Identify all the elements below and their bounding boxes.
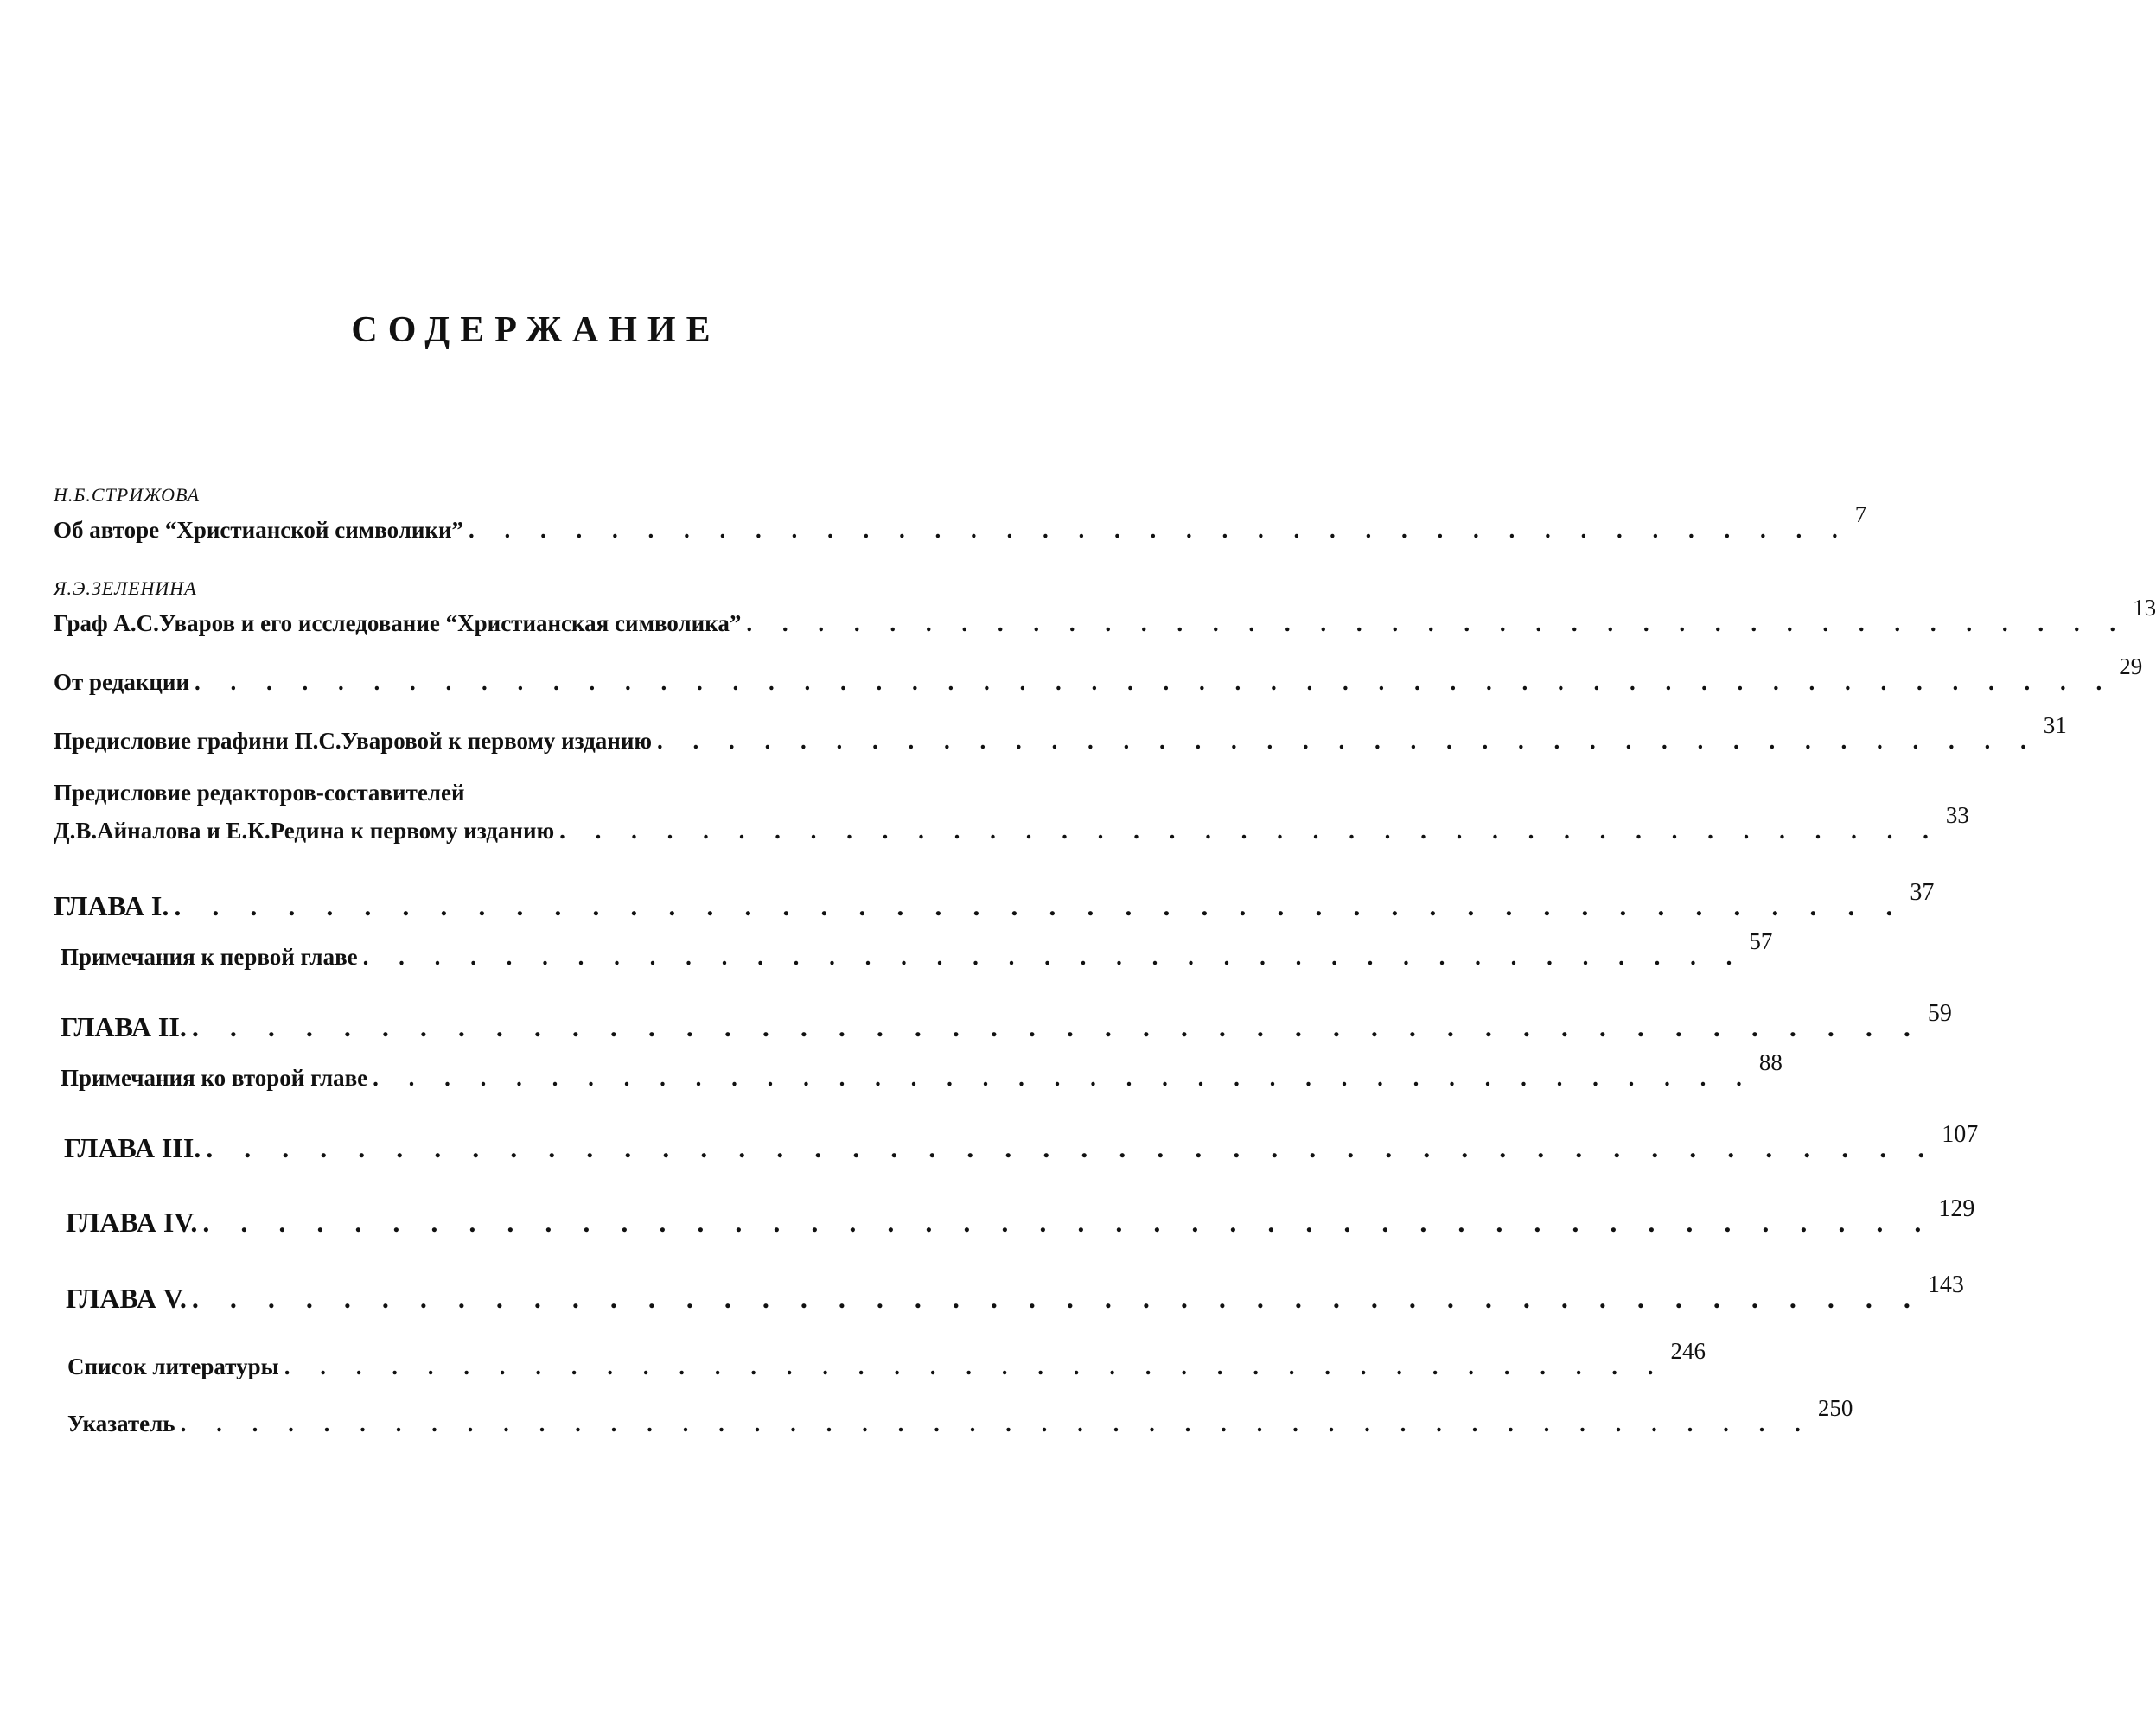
toc-entry-label: Примечания к первой главе: [61, 944, 358, 970]
toc-entry[interactable]: [67, 1395, 1853, 1437]
leader-dots: . . . . . . . . . . . . . . . . . . . . . . . . . . . . . . . . . . . . . . . . . . . . . .: [206, 1132, 1937, 1163]
toc-entry-line1: [54, 780, 1039, 806]
toc-chapter[interactable]: [54, 879, 1935, 922]
leader-dots: . . . . . . . . . . . . . . . . . . . . . . . . . . . . . . . . . . . . . . . . . . . . . .: [174, 890, 1905, 921]
toc-chapter[interactable]: [66, 1195, 1975, 1239]
toc-entry-page: 31: [2043, 712, 2067, 738]
toc-entry[interactable]: [54, 712, 2067, 755]
leader-dots: . . . . . . . . . . . . . . . . . . . . . . . . . . . . . . . . . . . . . . .: [373, 1065, 1754, 1091]
toc-entry-page: 33: [1945, 802, 1969, 828]
leader-dots: . . . . . . . . . . . . . . . . . . . . . . . . . . . . . . . . . . . . . . .: [362, 944, 1745, 970]
entry-author: Я.Э.ЗЕЛЕНИНА: [54, 577, 197, 599]
toc-chapter[interactable]: [64, 1121, 1979, 1164]
toc-entry-page: 250: [1817, 1395, 1853, 1421]
toc-entry-label: ГЛАВА IV.: [66, 1207, 198, 1238]
toc-entry-label: ГЛАВА III.: [64, 1132, 201, 1163]
toc-entry-page: 13: [2133, 595, 2156, 621]
toc-entry-page: 88: [1758, 1049, 1783, 1075]
leader-dots: . . . . . . . . . . . . . . . . . . . . . . . . . . . . . . . . . . . . . . . . . . . . . .: [191, 1011, 1923, 1042]
leader-dots: . . . . . . . . . . . . . . . . . . . . . . . . . . . . . . . . . . . . . . . . . . . . . .: [180, 1411, 1813, 1437]
toc-entry-page: 7: [1854, 501, 1867, 527]
toc-entry[interactable]: [54, 653, 2143, 696]
toc-entry[interactable]: [67, 1338, 1706, 1380]
toc-entry-page: 107: [1942, 1121, 1979, 1148]
toc-entry-page: 129: [1938, 1195, 1975, 1222]
toc-entry-label: Список литературы: [67, 1354, 279, 1379]
page-title: СОДЕРЖАНИЕ: [351, 310, 721, 350]
toc-entry-label: Указатель: [67, 1411, 175, 1437]
toc-entry-label: ГЛАВА I.: [54, 890, 169, 921]
leader-dots: . . . . . . . . . . . . . . . . . . . . . . . . . . . . . . . . . . . . . . .: [657, 728, 2038, 754]
toc-entry-page: 246: [1670, 1338, 1706, 1364]
toc-entry-label: От редакции: [54, 669, 190, 695]
toc-entry[interactable]: [54, 501, 1867, 544]
toc-entry-label: ГЛАВА V.: [66, 1283, 187, 1314]
toc-entry-label: Об авторе “Христианской символики”: [54, 517, 464, 543]
toc-entry-page: 29: [2119, 653, 2143, 679]
toc-entry-label: Предисловие графини П.С.Уваровой к первому изданию: [54, 728, 653, 754]
toc-entry[interactable]: [54, 595, 2156, 637]
toc-entry-label: Граф А.С.Уваров и его исследование “Христианская символика”: [54, 610, 742, 636]
toc-entry-label: ГЛАВА II.: [61, 1011, 187, 1042]
leader-dots: . . . . . . . . . . . . . . . . . . . . . . . . . . . . . . . . . . . . . . . . . . . . . .: [202, 1207, 1934, 1238]
toc-entry-label-line1: Предисловие редакторов-составителей: [54, 780, 465, 806]
toc-entry-page: 57: [1749, 928, 1773, 954]
toc-chapter[interactable]: [61, 1000, 1952, 1043]
leader-dots: . . . . . . . . . . . . . . . . . . . . . . . . . . . . . . . . . . . . . . .: [469, 517, 1850, 543]
toc-chapter[interactable]: [66, 1271, 1964, 1315]
toc-entry-page: 59: [1927, 1000, 1952, 1027]
toc-entry[interactable]: [54, 802, 1969, 844]
leader-dots: . . . . . . . . . . . . . . . . . . . . . . . . . . . . . . . . . . . . . . .: [284, 1354, 1666, 1379]
toc-entry-page: 37: [1910, 879, 1935, 906]
toc-entry[interactable]: [61, 928, 1773, 971]
leader-dots: . . . . . . . . . . . . . . . . . . . . . . . . . . . . . . . . . . . . . . . . . . . . . .: [191, 1283, 1923, 1314]
toc-entry[interactable]: [61, 1049, 1783, 1092]
entry-author: Н.Б.СТРИЖОВА: [54, 484, 201, 506]
leader-dots: . . . . . . . . . . . . . . . . . . . . . . . . . . . . . . . . . . . . . . . . . . . . . . . . . . . . . .: [195, 669, 2115, 695]
toc-entry-label: Примечания ко второй главе: [61, 1065, 368, 1091]
toc-entry-label: Д.В.Айналова и Е.К.Редина к первому изданию: [54, 818, 555, 844]
toc-entry-page: 143: [1927, 1271, 1964, 1298]
leader-dots: . . . . . . . . . . . . . . . . . . . . . . . . . . . . . . . . . . . . . . .: [746, 610, 2128, 636]
leader-dots: . . . . . . . . . . . . . . . . . . . . . . . . . . . . . . . . . . . . . . .: [559, 818, 1941, 844]
